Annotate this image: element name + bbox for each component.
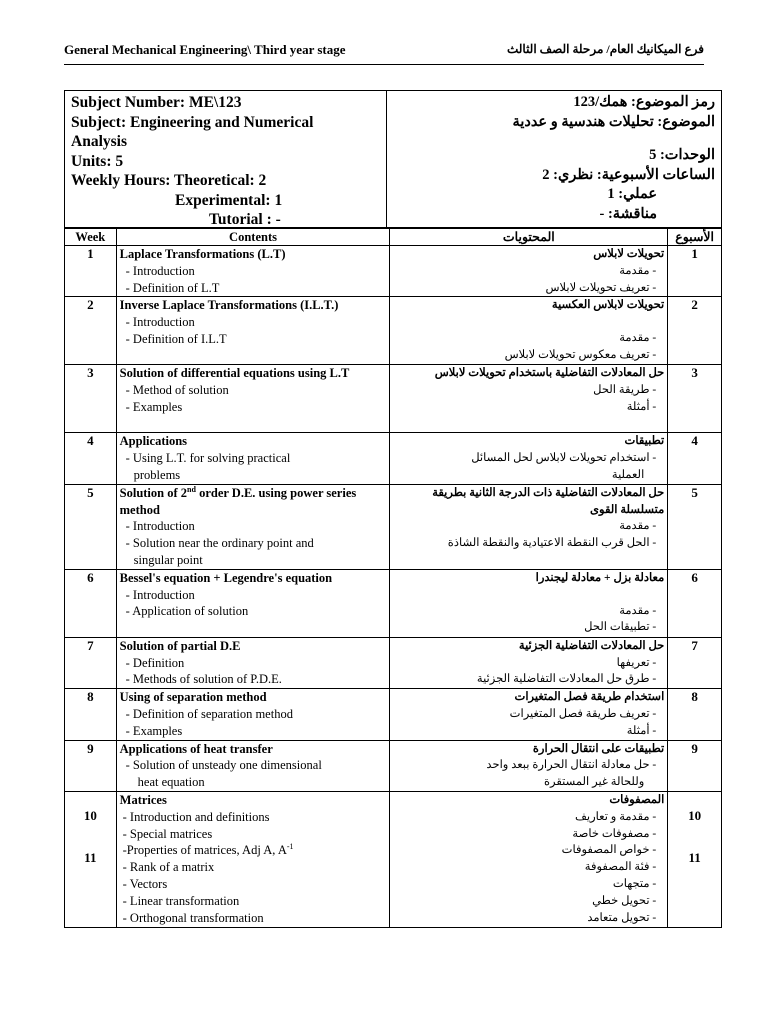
table-row xyxy=(65,637,722,688)
topic-item: - Introduction xyxy=(125,519,195,534)
header-title-ar: فرع الميكانيك العام/ مرحلة الصف الثالث xyxy=(506,42,704,56)
topic-item-ar: - خواص المصفوفات xyxy=(561,844,657,857)
contents-ar-cell xyxy=(390,569,668,637)
week-number: 3 xyxy=(65,365,117,433)
topic-title: Solution of 2nd order D.E. using power series method xyxy=(119,484,357,517)
topic-item: - Special matrices xyxy=(122,826,213,841)
topic-title-ar: تطبيقات xyxy=(624,435,665,448)
contents-cell xyxy=(116,433,390,484)
contents-ar-cell xyxy=(390,246,668,297)
table-row xyxy=(65,689,722,740)
week-number-ar: 10 xyxy=(688,807,702,823)
subject-info-box xyxy=(64,90,722,228)
topic-item-ar: - تعريف تحويلات لابلاس xyxy=(545,281,657,294)
topic-item-ar: - مقدمة xyxy=(619,332,657,345)
topic-item: - Using L.T. for solving practical xyxy=(125,451,291,466)
topic-item: -Properties of matrices, Adj A, $A^{-1}$ xyxy=(122,842,294,858)
contents-ar-cell xyxy=(390,484,668,569)
table-row xyxy=(65,433,722,484)
contents-ar-cell xyxy=(390,791,668,927)
subject-units: Units: 5 xyxy=(71,152,124,170)
topic-item: - Introduction xyxy=(125,587,195,602)
topic-item: - Definition of L.T xyxy=(125,280,220,295)
topic-item-ar: - استخدام تحويلات لابلاس لحل المسائل xyxy=(471,452,657,465)
subject-box-divider xyxy=(386,91,387,227)
subject-practical-ar: عملي: 1 xyxy=(607,186,657,202)
contents-ar-cell xyxy=(390,637,668,688)
topic-item: - Introduction xyxy=(125,263,195,278)
week-number-ar: 1 xyxy=(668,246,722,297)
topic-item-ar-cont: وللحالة غير المستقرة xyxy=(543,776,645,789)
topic-title: Laplace Transformations (L.T) xyxy=(119,247,286,261)
topic-item: - Application of solution xyxy=(125,604,249,619)
topic-item-cont: heat equation xyxy=(137,775,205,790)
weekly-schedule-table xyxy=(64,228,722,928)
topic-title-ar: معادلة بزل + معادلة ليجندرا xyxy=(535,571,665,584)
topic-item-ar: - أمثلة xyxy=(626,724,657,737)
topic-item-ar: - أمثلة xyxy=(626,400,657,413)
week-number: 7 xyxy=(65,637,117,688)
topic-title: Solution of partial D.E xyxy=(119,638,241,653)
week-number-ar: 9 xyxy=(668,740,722,791)
topic-item-cont: singular point xyxy=(133,552,203,567)
subject-info-en xyxy=(71,93,383,230)
week-number-pair-ar xyxy=(668,791,722,927)
topic-item: - Solution near the ordinary point and xyxy=(125,536,314,551)
contents-ar-cell xyxy=(390,433,668,484)
topic-title: Applications xyxy=(119,434,188,449)
topic-title-ar: حل المعادلات التفاضلية ذات الدرجة الثانية بطريقة متسلسلة القوى xyxy=(432,486,665,516)
table-row xyxy=(65,246,722,297)
week-number-ar: 6 xyxy=(668,569,722,637)
week-number: 10 xyxy=(83,807,97,823)
page-header xyxy=(64,42,704,62)
week-number: 1 xyxy=(65,246,117,297)
topic-item-ar: - فئة المصفوفة xyxy=(584,861,657,874)
topic-item-ar: - مصفوفات خاصة xyxy=(572,827,657,840)
topic-item: - Introduction xyxy=(125,315,195,330)
subject-name-line2: Analysis xyxy=(71,133,127,150)
week-number: 11 xyxy=(84,849,97,865)
header-title-en: General Mechanical Engineering\ Third year stage xyxy=(64,42,346,57)
topic-title-ar: المصفوفات xyxy=(609,793,665,806)
week-number-ar: 3 xyxy=(668,365,722,433)
topic-item-ar-cont: العملية xyxy=(611,468,645,481)
week-number-ar: 5 xyxy=(668,484,722,569)
col-header-contents: Contents xyxy=(116,229,390,246)
table-row xyxy=(65,297,722,365)
contents-cell xyxy=(116,689,390,740)
topic-title: Inverse Laplace Transformations (I.L.T.) xyxy=(119,298,339,313)
topic-title-ar: استخدام طريقة فصل المتغيرات xyxy=(514,691,665,704)
contents-cell xyxy=(116,484,390,569)
topic-item-ar: - تعريفها xyxy=(616,656,657,669)
topic-item-ar: - مقدمة xyxy=(619,604,657,617)
table-row xyxy=(65,569,722,637)
subject-number: Subject Number: ME\123 xyxy=(71,94,242,111)
topic-title: Solution of differential equations using L.T xyxy=(119,366,350,381)
table-row xyxy=(65,791,722,927)
col-header-week: Week xyxy=(65,229,117,246)
week-number-ar: 11 xyxy=(688,849,701,865)
topic-title: Bessel's equation + Legendre's equation xyxy=(119,570,333,585)
week-number: 8 xyxy=(65,689,117,740)
contents-ar-cell xyxy=(390,689,668,740)
contents-ar-cell xyxy=(390,297,668,365)
week-number-ar: 4 xyxy=(668,433,722,484)
topic-title-ar: تحويلات لابلاس xyxy=(593,248,665,260)
table-row xyxy=(65,740,722,791)
topic-item-ar: - تعريف طريقة فصل المتغيرات xyxy=(509,707,657,720)
topic-item: - Method of solution xyxy=(125,383,229,398)
topic-item: - Examples xyxy=(125,723,183,738)
topic-item: - Linear transformation xyxy=(122,893,240,908)
table-row xyxy=(65,484,722,569)
contents-cell xyxy=(116,297,390,365)
col-header-contents-ar: المحتويات xyxy=(390,229,668,246)
table-row xyxy=(65,365,722,433)
topic-item-cont: problems xyxy=(133,467,181,482)
week-number: 9 xyxy=(65,740,117,791)
contents-cell xyxy=(116,791,390,927)
subject-code-ar: رمز الموضوع: همك/123 xyxy=(573,94,715,110)
contents-cell xyxy=(116,246,390,297)
topic-title-ar: تحويلات لابلاس العكسية xyxy=(551,299,665,312)
week-number-ar: 7 xyxy=(668,637,722,688)
topic-item-ar: - طريقة الحل xyxy=(593,384,657,397)
topic-item: - Definition of separation method xyxy=(125,706,293,721)
contents-cell xyxy=(116,637,390,688)
week-number: 4 xyxy=(65,433,117,484)
contents-ar-cell xyxy=(390,740,668,791)
week-number-ar: 2 xyxy=(668,297,722,365)
topic-item: - Definition of I.L.T xyxy=(125,331,227,346)
subject-units-ar: الوحدات: 5 xyxy=(649,147,715,163)
topic-item-ar: - الحل قرب النقطة الاعتيادية والنقطة الشاذة xyxy=(447,537,657,550)
week-number: 5 xyxy=(65,484,117,569)
topic-item: - Vectors xyxy=(122,876,168,891)
topic-title: Using of separation method xyxy=(119,690,267,705)
topic-title: Matrices xyxy=(119,792,167,807)
subject-weekly-hours: Weekly Hours: Theoretical: 2 xyxy=(71,172,267,189)
topic-item-ar: - مقدمة و تعاريف xyxy=(575,810,657,823)
topic-item-ar: - تحويل متعامد xyxy=(587,911,657,924)
week-number-ar: 8 xyxy=(668,689,722,740)
topic-item: - Examples xyxy=(125,399,183,414)
topic-item-ar: - مقدمة xyxy=(619,264,657,277)
topic-item: - Methods of solution of P.D.E. xyxy=(125,672,282,687)
topic-item-ar: - تعريف معكوس تحويلات لابلاس xyxy=(504,348,657,361)
subject-weekly-hours-ar: الساعات الأسبوعية: نظري: 2 xyxy=(542,166,715,183)
subject-name-line1: Subject: Engineering and Numerical xyxy=(71,113,314,131)
topic-item-ar: - طرق حل المعادلات التفاضلية الجزئية xyxy=(476,673,657,686)
topic-item-ar: - مقدمة xyxy=(619,520,657,533)
subject-experimental: Experimental: 1 xyxy=(175,191,283,209)
subject-discussion-ar: مناقشة: - xyxy=(599,205,657,222)
topic-item-ar: - تطبيقات الحل xyxy=(584,621,657,634)
contents-cell xyxy=(116,365,390,433)
table-header-row xyxy=(65,229,722,246)
topic-title-ar: تطبيقات على انتقال الحرارة xyxy=(532,742,665,755)
topic-item: - Definition xyxy=(125,655,185,670)
subject-name-ar: الموضوع: تحليلات هندسية و عددية xyxy=(512,113,715,130)
contents-cell xyxy=(116,740,390,791)
topic-item-ar: - متجهات xyxy=(612,877,657,890)
topic-item: - Rank of a matrix xyxy=(122,860,215,875)
topic-item: - Solution of unsteady one dimensional xyxy=(125,758,322,773)
topic-title-ar: حل المعادلات التفاضلية باستخدام تحويلات لابلاس xyxy=(434,367,665,380)
week-number-pair xyxy=(65,791,117,927)
topic-item-ar: - تحويل خطي xyxy=(592,894,657,907)
topic-title: Applications of heat transfer xyxy=(119,741,273,756)
subject-info-ar xyxy=(395,93,715,224)
topic-item-ar: - حل معادلة انتقال الحرارة ببعد واحد xyxy=(486,759,657,772)
col-header-week-ar: الأسبوع xyxy=(668,229,722,246)
header-rule xyxy=(64,64,704,65)
subject-tutorial: Tutorial : - xyxy=(209,211,281,228)
topic-item: - Orthogonal transformation xyxy=(122,910,264,925)
topic-title-ar: حل المعادلات التفاضلية الجزئية xyxy=(518,639,665,652)
week-number: 6 xyxy=(65,569,117,637)
week-number: 2 xyxy=(65,297,117,365)
contents-ar-cell xyxy=(390,365,668,433)
topic-item: - Introduction and definitions xyxy=(122,809,270,824)
contents-cell xyxy=(116,569,390,637)
